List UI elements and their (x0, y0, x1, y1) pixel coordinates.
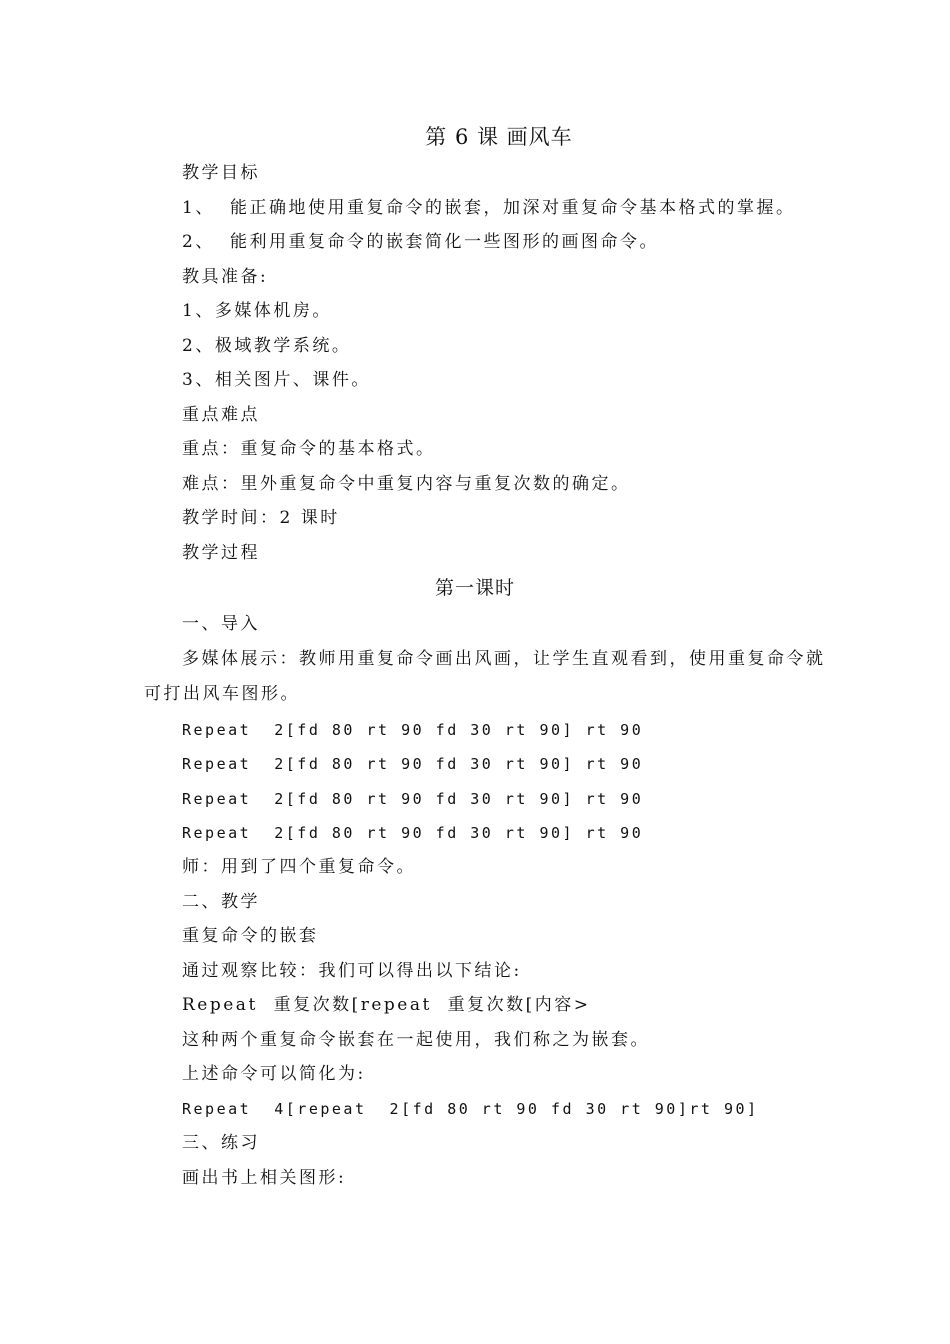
simplified-code: Repeat 4[repeat 2[fd 80 rt 90 fd 30 rt 90]rt 90] (182, 1100, 759, 1118)
code-line: Repeat 2[fd 80 rt 90 fd 30 rt 90] rt 90 (182, 824, 644, 842)
intro-text-continued: 可打出风车图形。 (144, 684, 300, 704)
tool-item: 2、极域教学系统。 (182, 336, 352, 356)
tool-item: 1、多媒体机房。 (182, 301, 332, 321)
lesson1-heading: 第一课时 (434, 577, 515, 599)
process-heading: 教学过程 (182, 543, 260, 563)
objective-item (182, 231, 659, 253)
objective-number: 1、 (182, 198, 215, 218)
objectives-heading: 教学目标 (182, 163, 260, 183)
observe-text: 通过观察比较：我们可以得出以下结论: (182, 961, 522, 981)
explain-text: 这种两个重复命令嵌套在一起使用，我们称之为嵌套。 (182, 1030, 650, 1050)
objective-number: 2、 (182, 232, 215, 252)
format-line: Repeat 重复次数[repeat 重复次数[内容> (182, 995, 591, 1015)
teaching-heading: 二、教学 (182, 892, 260, 912)
objective-text: 能正确地使用重复命令的嵌套，加深对重复命令基本格式的掌握。 (230, 198, 796, 218)
key-points-heading: 重点难点 (182, 405, 260, 425)
practice-heading: 三、练习 (182, 1133, 260, 1153)
teaching-topic: 重复命令的嵌套 (182, 926, 319, 946)
intro-heading: 一、导入 (182, 614, 260, 634)
lesson-title: 第 6 课 画风车 (425, 125, 573, 149)
code-line: Repeat 2[fd 80 rt 90 fd 30 rt 90] rt 90 (182, 755, 644, 773)
key-point: 重点：重复命令的基本格式。 (182, 439, 436, 459)
intro-text: 多媒体展示：教师用重复命令画出风画，让学生直观看到，使用重复命令就 (182, 649, 826, 669)
code-line: Repeat 2[fd 80 rt 90 fd 30 rt 90] rt 90 (182, 721, 644, 739)
code-line: Repeat 2[fd 80 rt 90 fd 30 rt 90] rt 90 (182, 790, 644, 808)
tool-item: 3、相关图片、课件。 (182, 370, 371, 390)
objective-text: 能利用重复命令的嵌套简化一些图形的画图命令。 (230, 232, 659, 252)
teacher-note: 师：用到了四个重复命令。 (182, 857, 416, 877)
teaching-time: 教学时间：2 课时 (182, 508, 340, 528)
practice-task: 画出书上相关图形: (182, 1168, 347, 1188)
difficult-point: 难点：里外重复命令中重复内容与重复次数的确定。 (182, 474, 631, 494)
tools-heading: 教具准备: (182, 267, 269, 287)
objective-item (182, 197, 796, 219)
simplify-text: 上述命令可以简化为: (182, 1064, 366, 1084)
